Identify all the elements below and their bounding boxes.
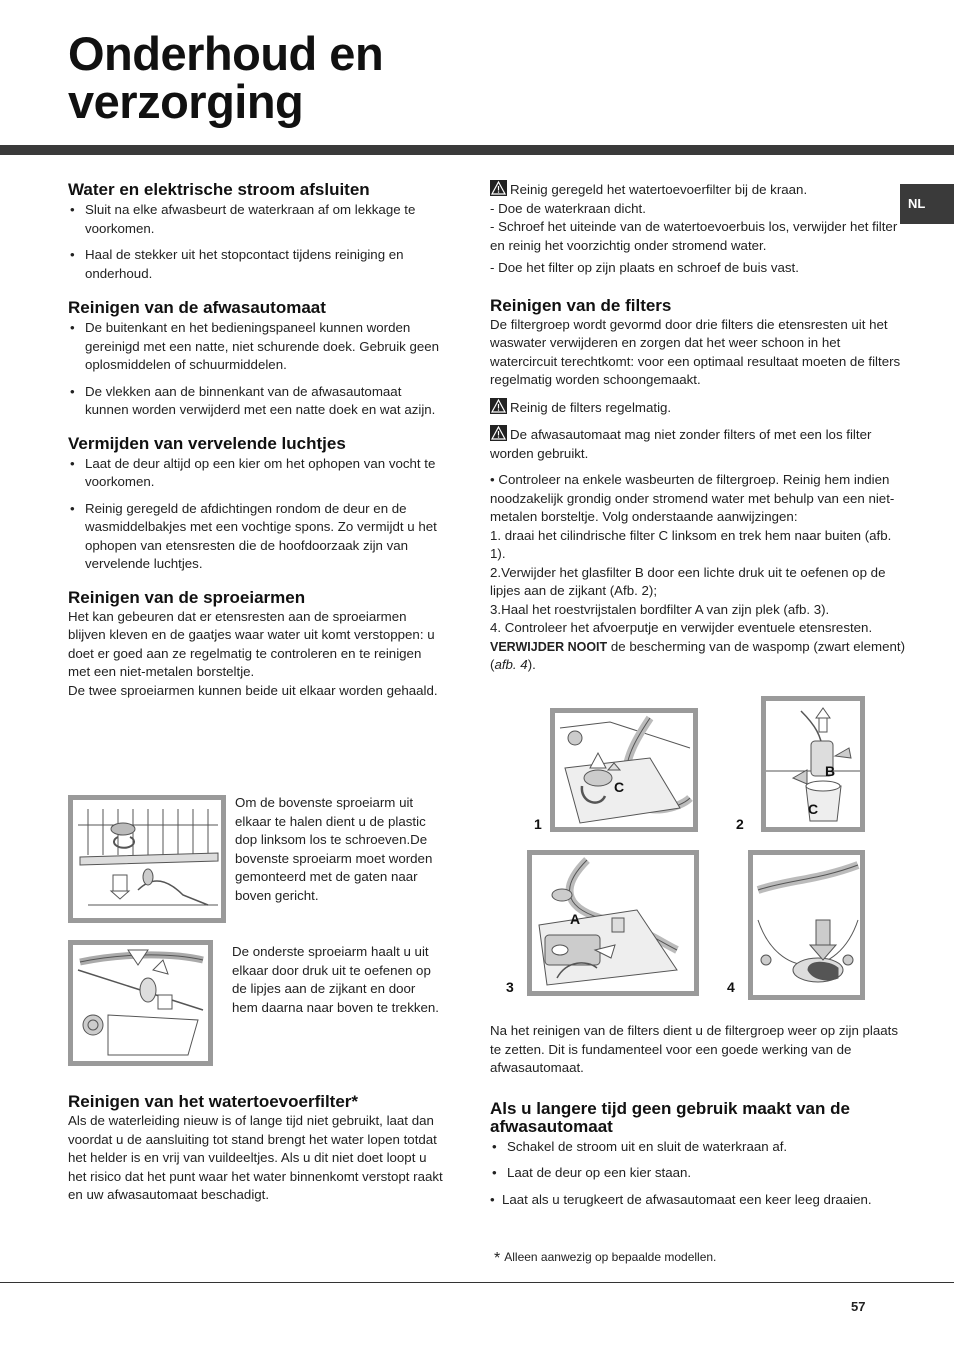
paragraph: De filtergroep wordt gevormd door drie filters die etensresten uit het waswater verwijderen en zorgen dat het weer schoon in het watercircuit terechtkomt: voor een optimaal resultaat moeten de filters regelmatig worden schoongemaakt. — [490, 316, 901, 387]
bullet-text: Schakel de stroom uit en sluit de waterkraan af. — [507, 1138, 788, 1154]
step-text: 2.Verwijder het glasfilter B door een lichte druk uit te oefenen op de lipjes aan de zijkant (Afb. 2); — [490, 564, 886, 598]
bullet-item: • Laat de deur altijd op een kier om het ophopen van vocht te voorkomen. — [70, 455, 436, 489]
section-heading: Reinigen van het watertoevoerfilter* — [68, 1092, 359, 1111]
page-title-line-2: verzorging — [68, 75, 304, 128]
instruction-line: - Doe het filter op zijn plaats en schroef de buis vast. — [490, 260, 799, 275]
right-column — [490, 180, 908, 675]
bullet-text: Haal de stekker uit het stopcontact tijdens reiniging en onderhoud. — [85, 247, 404, 281]
upper-spray-arm-figure — [68, 795, 226, 923]
figure-number-4: 4 — [727, 979, 735, 995]
water-filter-section — [68, 1092, 446, 1205]
footnote-text: Alleen aanwezig op bepaalde modellen. — [504, 1250, 717, 1264]
bullet-item: • De buitenkant en het bedieningspaneel kunnen worden gereinigd met een natte, niet schurende doek. Gebruik geen oplosmiddelen of schuurmiddelen. — [70, 320, 440, 372]
warning-line — [490, 398, 908, 418]
bullet-text: Reinig geregeld de afdichtingen rondom de deur en de wasmiddelbakjes met een vochtige spons. Zo vermijdt u het ophopen van etensresten die de hoofdoorzaak zijn van vervelende luchtjes. — [85, 500, 437, 571]
upper-spray-arm-text: Om de bovenste sproeiarm uit elkaar te halen dient u de plastic dop linksom los te schroeven.De bovenste sproeiarm moet worden gemonteerd met de gaten naar boven gericht. — [235, 795, 433, 903]
step-4-text: 4. Controleer het afvoerputje en verwijder eventuele etensresten. — [490, 620, 873, 635]
page-title-line-1: Onderhoud en — [68, 27, 384, 80]
bullet-item: • Haal de stekker uit het stopcontact tijdens reiniging en onderhoud. — [70, 247, 404, 281]
paragraph: De twee sproeiarmen kunnen beide uit elkaar worden gehaald. — [68, 682, 438, 698]
section-heading: Reinigen van de afwasautomaat — [68, 298, 326, 317]
footnote-marker: * — [494, 1250, 501, 1267]
section-heading: Reinigen van de sproeiarmen — [68, 587, 306, 607]
step-4-emphasis: VERWIJDER NOOIT — [490, 639, 608, 654]
filter-figure-3 — [527, 850, 699, 996]
warning-line — [490, 425, 908, 463]
right-bottom — [490, 1022, 908, 1209]
title-rule — [0, 145, 954, 155]
warning-line — [490, 180, 908, 200]
section-heading: Vermijden van vervelende luchtjes — [68, 433, 346, 453]
step-text: 3.Haal het roestvrijstalen bordfilter A van zijn plek (afb. 3). — [490, 601, 830, 617]
section-heading: Water en elektrische stroom afsluiten — [68, 180, 370, 199]
lower-spray-arm-text: De onderste sproeiarm haalt u uit elkaar door druk uit te oefenen op de lipjes aan de zijkant en door hem daarna naar boven te trekken. — [232, 944, 439, 1015]
warning-icon — [490, 425, 507, 441]
lower-spray-arm-figure — [68, 940, 213, 1066]
bullet-text: Laat de deur op een kier staan. — [507, 1165, 692, 1180]
step-text — [490, 619, 908, 675]
instruction-line: - Schroef het uiteinde van de watertoevoerbuis los, verwijder het filter en reinig het voorzichtig onder stromend water. — [490, 219, 898, 253]
paragraph: Als de waterleiding nieuw is of lange tijd niet gebruikt, laat dan voordat u de aansluiting tot stand brengt het water lopen totdat het helder is en vrij van vuildeeltjes. Als u dit niet doet loopt u het risico dat het punt waar het water binnenkomt verstopt raakt en uw afwasautomaat beschadigt. — [68, 1113, 443, 1202]
figure-number-1: 1 — [534, 816, 542, 832]
filter-c-label: C — [614, 779, 625, 795]
paragraph: Na het reinigen van de filters dient u de filtergroep weer op zijn plaats te zetten. Dit is fundamenteel voor een goede werking van de afwasautomaat. — [490, 1023, 899, 1075]
bullet-item: • De vlekken aan de binnenkant van de afwasautomaat kunnen worden verwijderd met een natte doek en wat azijn. — [70, 383, 436, 417]
page-title — [68, 27, 384, 128]
bullet-text: Laat als u terugkeert de afwasautomaat een keer leeg draaien. — [502, 1191, 872, 1207]
figure-number-3: 3 — [506, 979, 514, 995]
figure-number-2: 2 — [736, 816, 744, 832]
warning-text: Reinig geregeld het watertoevoerfilter bij de kraan. — [510, 182, 808, 197]
language-tab: NL — [900, 184, 954, 224]
step-text: 1. draai het cilindrische filter C linksom en trek hem naar buiten (afb. 1). — [490, 527, 892, 561]
bullet-item: • Schakel de stroom uit en sluit de waterkraan af. — [492, 1138, 788, 1154]
instruction-line: - Doe de waterkraan dicht. — [490, 200, 646, 216]
filter-figure-1 — [550, 708, 698, 832]
paragraph: • Controleer na enkele wasbeurten de filtergroep. Reinig hem indien noodzakelijk grondig onder stromend water met behulp van een niet-metalen borsteltje. Volg onderstaande aanwijzingen: — [490, 472, 895, 524]
step-4-figure-ref: afb. 4 — [494, 657, 528, 672]
filter-3-illustration — [527, 850, 699, 996]
footnote — [494, 1250, 716, 1268]
bullet-item: • Laat de deur op een kier staan. — [492, 1165, 692, 1180]
lower-spray-arm-illustration — [68, 940, 213, 1066]
bullet-text: Laat de deur altijd op een kier om het ophopen van vocht te voorkomen. — [85, 455, 436, 489]
upper-spray-arm-illustration — [68, 795, 226, 923]
paragraph: Het kan gebeuren dat er etensresten aan de sproeiarmen blijven kleven en de gaatjes waar water uit komt verstoppen: u doet er goed aan ze regelmatig te controleren en te reinigen met een niet-metalen borsteltje. — [68, 608, 435, 679]
warning-text: Reinig de filters regelmatig. — [510, 399, 672, 415]
warning-text: De afwasautomaat mag niet zonder filters of met een los filter worden gebruikt. — [490, 427, 872, 461]
step-4-text-cont: de bescherming van de waspomp (zwart element) ( — [490, 638, 906, 672]
filter-b-label: B — [825, 763, 836, 779]
filter-4-illustration — [748, 850, 865, 1000]
filter-figure-4 — [748, 850, 865, 1000]
page-number: 57 — [851, 1299, 866, 1314]
bullet-text: De vlekken aan de binnenkant van de afwasautomaat kunnen worden verwijderd met een natte doek en wat azijn. — [85, 383, 436, 417]
filter-1-illustration — [550, 708, 698, 832]
bullet-text: De buitenkant en het bedieningspaneel kunnen worden gereinigd met een natte, niet schurende doek. Gebruik geen oplosmiddelen of schuurmiddelen. — [85, 320, 440, 372]
bottom-rule — [0, 1282, 954, 1283]
filter-a-label: A — [570, 911, 581, 927]
bullet-item: • Laat als u terugkeert de afwasautomaat een keer leeg draaien. — [490, 1191, 872, 1207]
bullet-item: • Reinig geregeld de afdichtingen rondom de deur en de wasmiddelbakjes met een vochtige spons. Zo vermijdt u het ophopen van etensresten die de hoofdoorzaak zijn van vervelende luchtjes. — [70, 500, 437, 571]
section-heading: Als u langere tijd geen gebruik maakt van de afwasautomaat — [490, 1098, 850, 1136]
bullet-text: Sluit na elke afwasbeurt de waterkraan af om lekkage te voorkomen. — [85, 202, 416, 236]
bullet-item: • Sluit na elke afwasbeurt de waterkraan af om lekkage te voorkomen. — [70, 202, 416, 236]
left-column — [68, 180, 444, 700]
warning-icon — [490, 398, 507, 414]
step-4-close: ). — [527, 657, 536, 672]
warning-icon — [490, 180, 507, 196]
section-heading: Reinigen van de filters — [490, 295, 672, 315]
filter-c-label-2: C — [808, 801, 819, 817]
